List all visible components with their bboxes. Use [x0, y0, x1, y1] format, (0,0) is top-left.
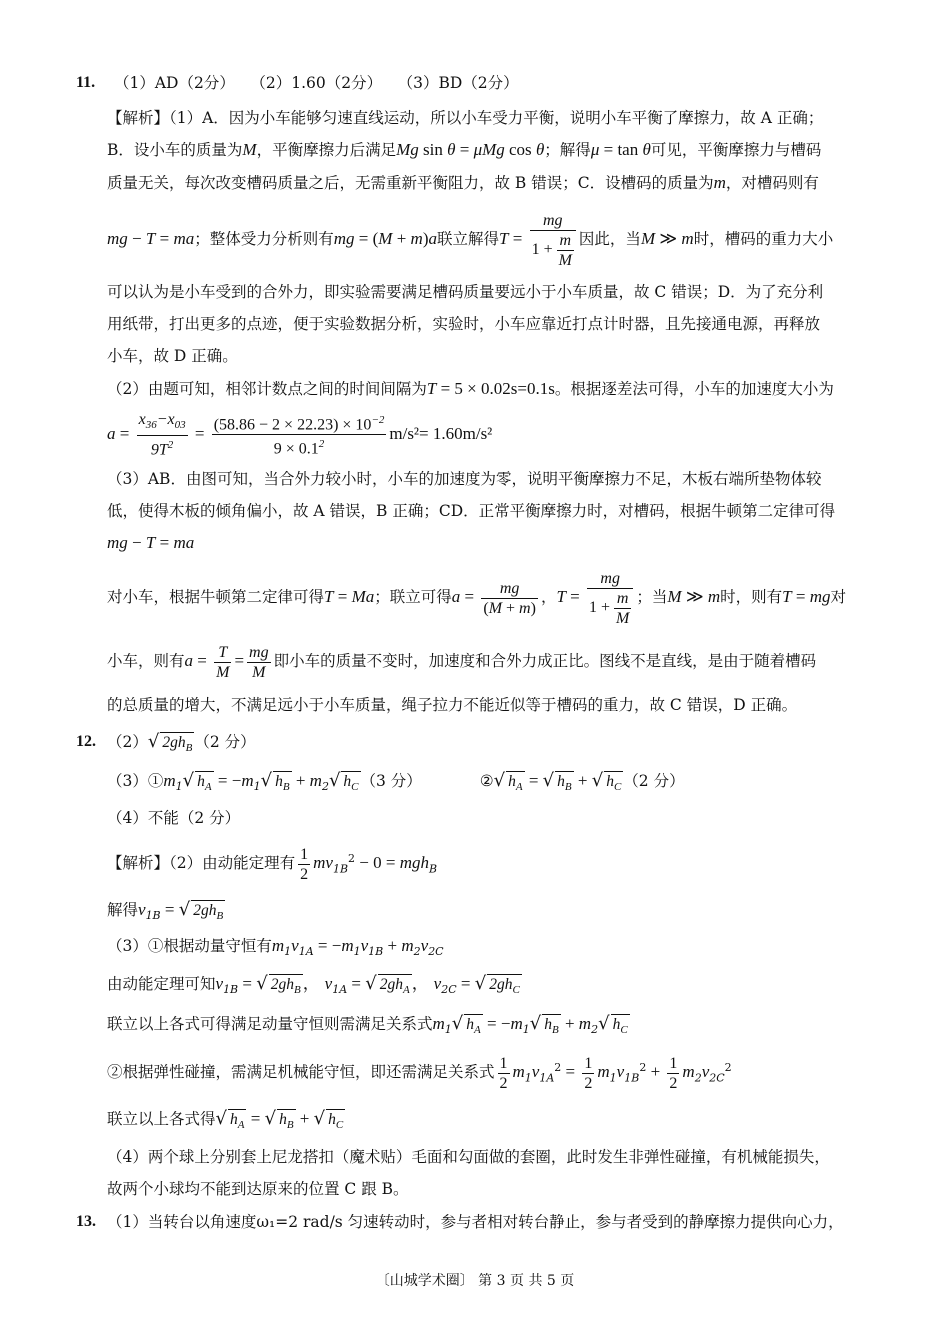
fraction: mg 1 + $\frac{m}{M}$ — [530, 211, 576, 270]
q12-answer-3: $(3)①m_1√$ $h_A = -m_1√$ $h_B + m_2√$ $h_C$ （3 分） ②√ $h_A$ = √ $h_B$ + √ $h_C$ （2 分） — [107, 771, 685, 797]
q11-analysis-line: mg − T = ma — [107, 533, 195, 552]
page-footer: 〔山城学术圈〕 第 3 页 共 5 页 — [375, 1273, 575, 1289]
q11-analysis-line: 用纸带，打出更多的点迹，便于实验数据分析，实验时，小车应靠近打点计时器，且先接通电源，再释放 — [107, 315, 821, 333]
q11-analysis-line: 质量无关，每次改变槽码质量之后，无需重新平衡阻力，故 B 错误；C．设槽码的质量为m，对槽码则有 — [107, 173, 819, 192]
q11-number: 11. — [76, 74, 96, 91]
q11-analysis-line: B．设小车的质量为M，平衡摩擦力后满足Mg sin θ = μMg cos θ；解得μ = tan θ可见，平衡摩擦力与槽码 — [107, 140, 822, 159]
q11-analysis-line: mg − T = ma；整体受力分析则有mg = (M + m)a联立解得T = mg 1 + $\frac{m}{M}$ 因此，当M ≫ m时，槽码的重力大小 — [107, 211, 834, 269]
q12-analysis-line: 解得$v_{1B}$ = √ $2gh_B$ — [107, 900, 225, 926]
q11-analysis-line: （3）AB．由图可知，当合外力较小时，小车的加速度为零，说明平衡摩擦力不足，木板右端所垫物体较 — [107, 470, 822, 488]
q12-analysis-line: 联立以上各式可得满足动量守恒则需满足关系式$m_1√$ $h_A = -m_1√$ $h_B + m_2√$ $h_C$ — [107, 1014, 630, 1040]
q11-analysis-line: 小车，故 D 正确。 — [107, 347, 238, 365]
q12-analysis-line: 故两个小球均不能到达原来的位置 C 跟 B。 — [107, 1180, 409, 1198]
q11-analysis-line: 可以认为是小车受到的合外力，即实验需要满足槽码质量要远小于小车质量，故 C 错误；D．为了充分利 — [107, 283, 824, 301]
q12-answer-2: （2）√ $2gh_B$ （2 分） — [107, 732, 256, 758]
q11-answers: （1）AD（2分） （2）1.60（2分） （3）BD（2分） — [114, 74, 519, 92]
q12-analysis-line: 由动能定理可知$v_{1B}$ = √ $2gh_B$ ， $v_{1A}$ = √ $2gh_A$ ， $v_{2C}$ = √ $2gh_C$ — [107, 974, 522, 1000]
q12-answer-4: （4）不能（2 分） — [107, 809, 241, 827]
q11-analysis-line: （2）由题可知，相邻计数点之间的时间间隔为T = 5 × 0.02s=0.1s。根据逐差法可得，小车的加速度大小为 — [107, 379, 834, 398]
q11-analysis-line: 的总质量的增大，不满足远小于小车质量，绳子拉力不能近似等于槽码的重力，故 C 错误，D 正确。 — [107, 696, 798, 714]
q12-analysis-line: 【解析】（2）由动能定理有 $\frac{1}{2}$ $mv_{1B}^2 - 0 = mgh_B$ — [107, 845, 438, 883]
q13-number: 13. — [76, 1213, 96, 1230]
q12-number: 12. — [76, 733, 96, 750]
q12-analysis-line: （3）①根据动量守恒有$m_1v_{1A} = -m_1v_{1B} + m_2v_{2C}$ — [107, 936, 444, 959]
q12-analysis-line: ②根据弹性碰撞，需满足机械能守恒，即还需满足关系式 $\frac{1}{2}$ $m_1v_{1A}^2$ = $\frac{1}{2}$ $m_1v_{1B}^2$ + $\frac{1}{2}$ $m_2v_{2C}^2$ — [107, 1054, 732, 1092]
q13-line: （1）当转台以角速度ω₁=2 rad/s 匀速转动时，参与者相对转台静止，参与者受到的静摩擦力提供向心力， — [107, 1213, 844, 1231]
q11-analysis-line: 低，使得木板的倾角偏小，故 A 错误，B 正确；CD．正常平衡摩擦力时，对槽码，根据牛顿第二定律可得 — [107, 502, 836, 520]
q11-analysis-line: 对小车，根据牛顿第二定律可得T = Ma；联立可得a = $\frac{mg}{(M + m)}$ ，T = mg 1 + $\frac{m}{M}$ ；当M ≫ m时，则有T = mg对 — [107, 569, 847, 627]
q11-acceleration-formula: a = $\frac{x_{36}-x_{03}}{9T^2}$ = $\frac{(58.86 - 2 \times 22.23) \times 10^{-2}}{9 \times 0.1^2}$ m/s²= 1.60m/s² — [107, 411, 493, 459]
q12-analysis-line: （4）两个球上分别套上尼龙搭扣（魔术贴）毛面和勾面做的套圈，此时发生非弹性碰撞，有机械能损失， — [107, 1148, 830, 1166]
q11-analysis-line: 小车，则有a = $\frac{T}{M}$ = $\frac{mg}{M}$ 即小车的质量不变时，加速度和合外力成正比。图线不是直线，是由于随着槽码 — [107, 643, 817, 681]
q11-analysis-line: 【解析】（1）A．因为小车能够匀速直线运动，所以小车受力平衡，说明小车平衡了摩擦力，故 A 正确； — [107, 109, 824, 127]
q12-analysis-line: 联立以上各式得√ $h_A$ = √ $h_B$ + √ $h_C$ — [107, 1109, 345, 1135]
